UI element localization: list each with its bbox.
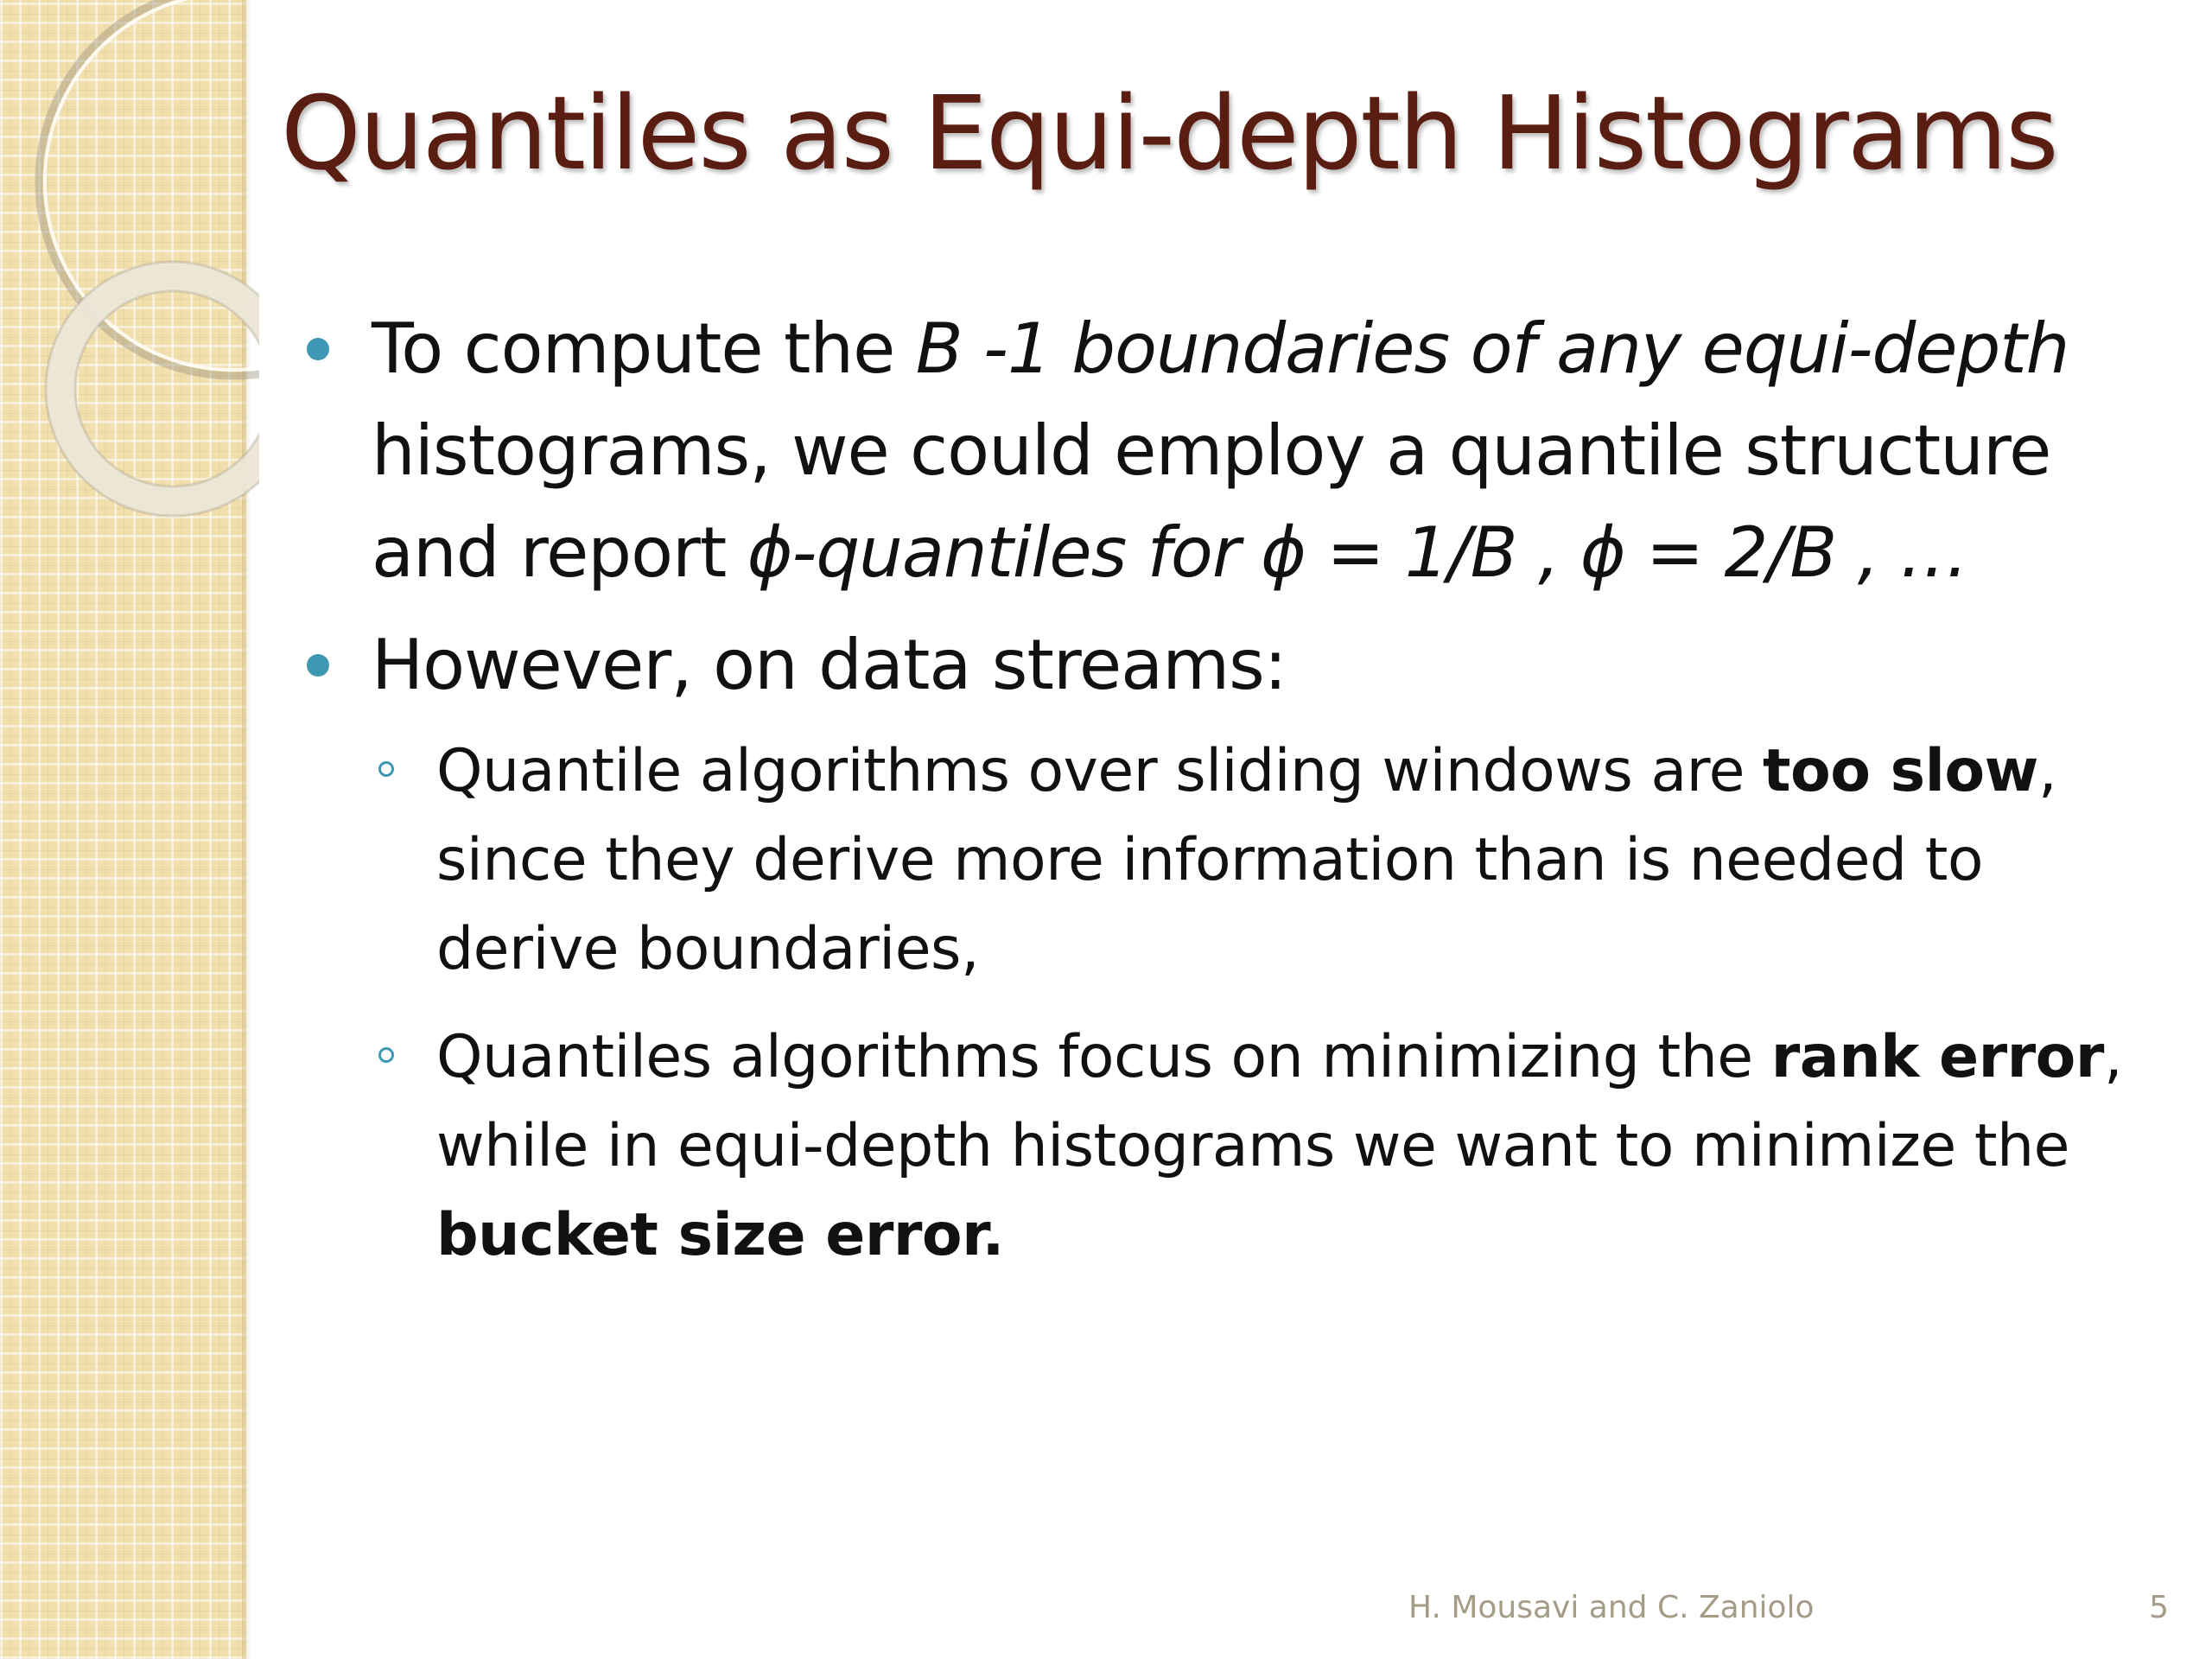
page-number: 5 — [2149, 1590, 2169, 1625]
sub-bullet-item — [307, 727, 2139, 994]
ring-bullet-icon — [378, 1047, 394, 1063]
sub-bullet-text-bold: rank error — [1770, 1023, 2104, 1091]
bullet-text: To compute the — [372, 308, 916, 389]
bullet-formula: ϕ-quantiles for ϕ = 1/B , ϕ = 2/B , … — [747, 512, 1968, 593]
slide-body — [307, 298, 2139, 1299]
decorative-rings — [0, 0, 259, 553]
sub-bullet-text-bold: too slow — [1763, 737, 2038, 805]
sub-bullet-text-bold: bucket size error. — [436, 1201, 1004, 1269]
bullet-dot-icon — [307, 654, 329, 677]
bullet-text: histograms, we could employ a quantile structure and report — [372, 410, 2051, 593]
bullet-dot-icon — [307, 338, 329, 360]
sub-bullet-text: Quantile algorithms over sliding windows are — [436, 737, 1764, 805]
slide-title: Quantiles as Equi-depth Histograms — [281, 73, 2057, 193]
sub-bullet-text: Quantiles algorithms focus on minimizing the — [436, 1023, 1771, 1091]
bullet-item — [307, 298, 2139, 604]
bullet-item — [307, 614, 2139, 716]
footer-authors: H. Mousavi and C. Zaniolo — [1408, 1590, 1815, 1625]
sub-bullet-text: , while in equi-depth histograms we want to minimize the — [436, 1023, 2123, 1180]
ring-bullet-icon — [378, 761, 394, 777]
sub-bullet-text: , since they derive more information than is needed to derive boundaries, — [436, 737, 2057, 983]
bullet-text: However, on data streams: — [372, 625, 1287, 705]
bullet-text-italic: B -1 boundaries of any equi-depth — [915, 308, 2069, 389]
sub-bullet-item — [307, 1013, 2139, 1280]
